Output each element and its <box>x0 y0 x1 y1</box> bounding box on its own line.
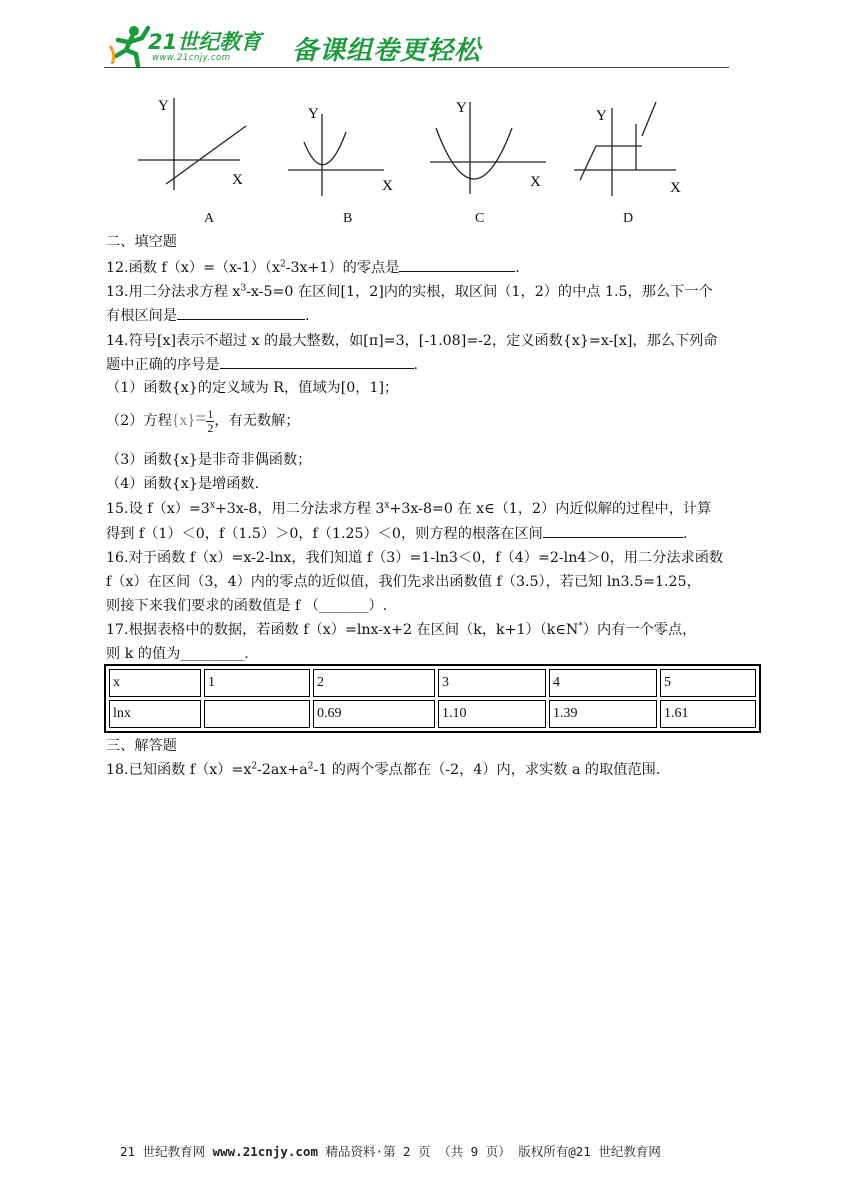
graph-b-x-label: X <box>382 178 393 194</box>
graph-b-y-label: Y <box>308 106 319 122</box>
section2-heading: 二、填空题 <box>106 234 177 250</box>
graph-d-x-label: X <box>670 180 681 196</box>
question-12: 12.函数 $f(x)=(x-1)(x^2-3x+1)$的零点是 . <box>106 257 520 278</box>
equation-image: {x}= $\frac{1}{2}$ <box>171 407 214 435</box>
table-cell: 4 <box>549 669 657 697</box>
header-rule <box>104 67 729 68</box>
table-cell: 5 <box>660 669 756 697</box>
table-cell: 0.69 <box>313 700 435 728</box>
question-16-line3: 则接下来我们要求的函数值是 f （_______）. <box>106 598 388 614</box>
question-13-line2: 有根区间是 . <box>106 305 309 326</box>
lnx-table <box>104 664 761 733</box>
logo-url: www.21cnjy.com <box>152 53 231 63</box>
graph-c <box>428 92 558 196</box>
graph-b <box>284 100 404 200</box>
graph-label-b: B <box>343 211 353 226</box>
table-cell: 1.61 <box>660 700 756 728</box>
graph-d <box>572 96 692 200</box>
footer-url[interactable]: www.21cnjy.com <box>212 1144 318 1159</box>
question-14-line1: 14.符号[x]表示不超过 x 的最大整数，如[π]=3，[-1.08]=-2，定义函数{x}=x-[x]，那么下列命 <box>106 333 718 349</box>
table-cell: 2 <box>313 669 435 697</box>
question-16-line1: 16.对于函数 f（x）=x-2-lnx，我们知道 f（3）=1-ln3＜0，f（4）=2-ln4＞0，用二分法求函数 <box>106 550 724 566</box>
table-cell: 1.10 <box>438 700 546 728</box>
question-16-line2: f（x）在区间（3，4）内的零点的近似值，我们先求出函数值 f（3.5），若已知 ln3.5=1.25， <box>106 574 701 590</box>
table-cell <box>204 700 310 728</box>
graph-label-c: C <box>475 211 485 226</box>
question-17-line1: 17.根据表格中的数据，若函数 f（x）=lnx-x+2 在区间（k，k+1）（k∈N*）内有一个零点， <box>106 621 697 638</box>
answer-blank-14[interactable] <box>220 354 414 369</box>
question-18: 18.已知函数 $f(x)=x^2-2ax+a^2-1$ 的两个零点都在（-2，4）内，求实数 a 的取值范围. <box>106 761 661 778</box>
graph-label-d: D <box>623 211 634 226</box>
question-14-line2: 题中正确的序号是 . <box>106 354 418 375</box>
header <box>104 20 729 72</box>
graph-c-y-label: Y <box>456 100 467 116</box>
question-14-option-4: （4）函数{x}是增函数. <box>106 476 260 492</box>
question-14-option-3: （3）函数{x}是非奇非偶函数； <box>106 452 312 468</box>
logo-main: 21世纪教育 <box>148 30 262 54</box>
answer-blank-13[interactable] <box>177 305 305 320</box>
graph-a-y-label: Y <box>158 98 169 114</box>
answer-blank-15[interactable] <box>543 523 683 538</box>
graph-c-x-label: X <box>530 174 541 190</box>
table-row <box>109 700 756 728</box>
header-slogan: 备课组卷更轻松 <box>292 36 482 66</box>
table-cell: 1.39 <box>549 700 657 728</box>
graph-a-x-label: X <box>232 172 243 188</box>
question-15-line2: 得到 f（1）＜0，f（1.5）＞0，f（1.25）＜0，则方程的根落在区间 . <box>106 523 687 544</box>
table-cell: x <box>109 669 201 697</box>
table-cell: 1 <box>204 669 310 697</box>
graph-d-y-label: Y <box>596 108 607 124</box>
question-14-option-1: （1）函数{x}的定义域为 R，值域为[0，1]； <box>106 380 399 396</box>
answer-blank-12[interactable] <box>399 257 515 272</box>
question-13-line1: 13.用二分法求方程 $x^3-x-5=0$ 在区间[1，2]内的实根，取区间（1，2）的中点 1.5，那么下一个 <box>106 283 713 300</box>
runner-logo-icon <box>108 24 152 68</box>
question-14-option-2: （2）方程{x}= $\frac{1}{2}$ ，有无数解； <box>106 407 300 435</box>
graph-a <box>130 92 250 196</box>
table-row <box>109 669 756 697</box>
graph-label-a: A <box>204 211 215 226</box>
table-cell: 3 <box>438 669 546 697</box>
table-cell: lnx <box>109 700 201 728</box>
question-15-line1: 15.设 $f(x)=3^x+3x-8$，用二分法求方程 $3^x+3x-8=0$ 在 x∈（1，2）内近似解的过程中，计算 <box>106 500 712 517</box>
section3-heading: 三、解答题 <box>106 738 177 754</box>
page-footer: 21 世纪教育网 www.21cnjy.com 精品资料·第 2 页 （共 9 页） 版权所有@21 世纪教育网 <box>120 1144 661 1159</box>
question-17-line2: 则 k 的值为_________. <box>106 646 249 662</box>
